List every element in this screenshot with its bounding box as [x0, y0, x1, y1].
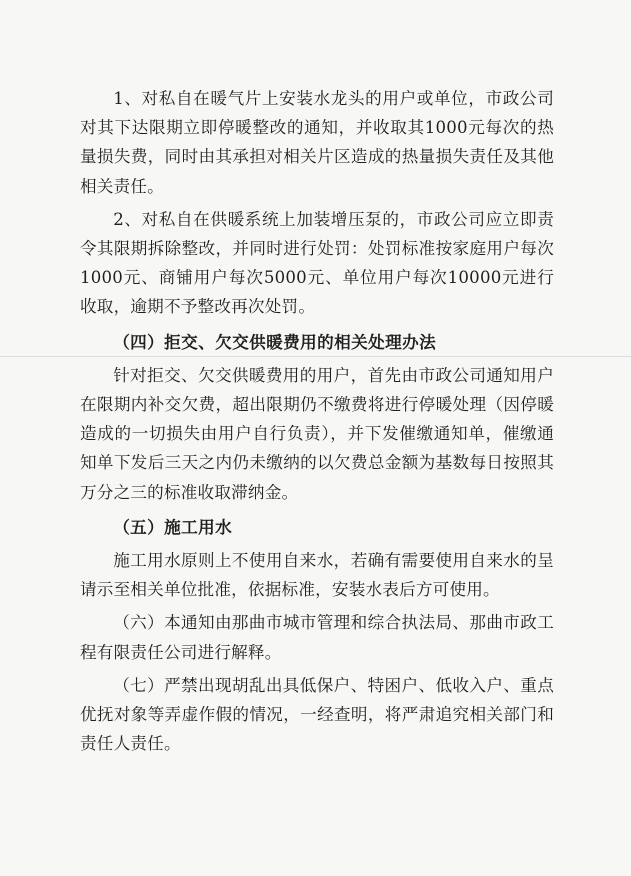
paragraph-item-2: 2、对私自在供暖系统上加装增压泵的，市政公司应立即责令其限期拆除整改，并同时进行处罚：处罚标准按家庭用户每次1000元、商铺用户每次5000元、单位用户每次10000元进行收取，逾期不予整改再次处罚。: [80, 209, 554, 317]
section-heading-4: （四）拒交、欠交供暖费用的相关处理办法: [113, 331, 437, 352]
paragraph-construction-water: 施工用水原则上不使用自来水，若确有需要使用自来水的呈请示至相关单位批准，依据标准，安装水表后方可使用。: [80, 551, 554, 600]
paragraph-item-1: 1、对私自在暖气片上安装水龙头的用户或单位，市政公司对其下达限期立即停暖整改的通知，并收取其1000元每次的热量损失费，同时由其承担对相关片区造成的热量损失责任及其他相关责任。: [80, 89, 554, 196]
document-body: [80, 84, 554, 758]
paragraph-section-7: （七）严禁出现胡乱出具低保户、特困户、低收入户、重点优抚对象等弄虚作假的情况，一经查明，将严肃追究相关部门和责任人责任。: [80, 675, 554, 754]
paragraph-overdue-fees: 针对拒交、欠交供暖费用的用户，首先由市政公司通知用户在限期内补交欠费，超出限期仍不缴费将进行停暖处理（因停暖造成的一切损失由用户自行负责），并下发催缴通知单，催缴通知单下发后三天之内仍未缴纳的以欠费总金额为基数每日按照其万分之三的标准收取滞纳金。: [80, 365, 554, 502]
section-heading-5: （五）施工用水: [113, 516, 233, 537]
paragraph-section-6: （六）本通知由那曲市城市管理和综合执法局、那曲市政工程有限责任公司进行解释。: [80, 613, 554, 662]
